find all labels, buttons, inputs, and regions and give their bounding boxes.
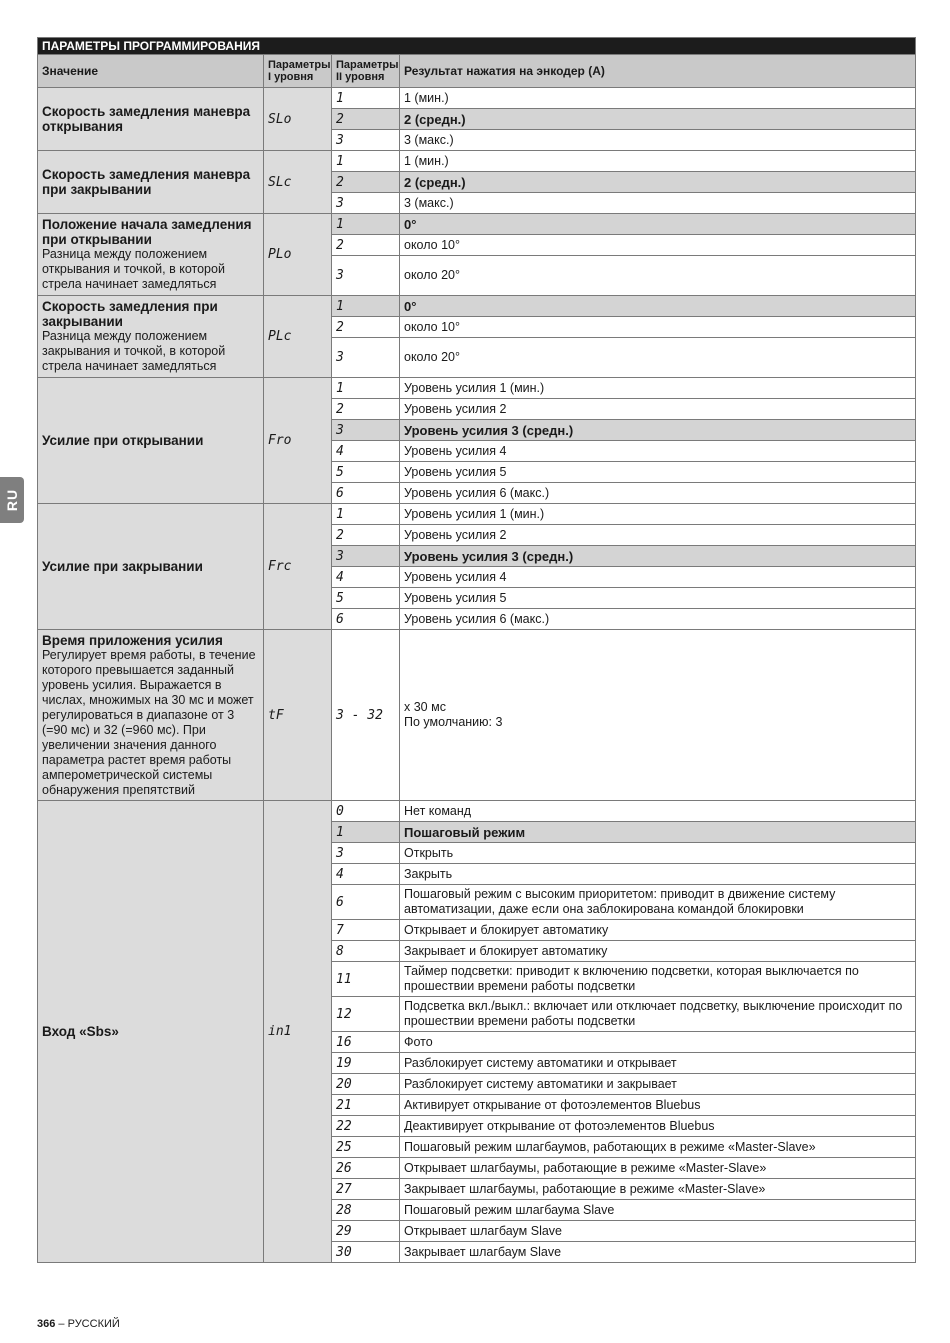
option-result: Открывает шлагбаум Slave bbox=[400, 1221, 916, 1242]
option-result: Подсветка вкл./выкл.: включает или отключает подсветку, выключение происходит по прошествии времени работы подсветки bbox=[400, 997, 916, 1032]
option-level2-code: 4 bbox=[332, 864, 400, 885]
param-name: Вход «Sbs» bbox=[42, 1024, 119, 1039]
option-result: Уровень усилия 2 bbox=[400, 399, 916, 420]
option-level2-code: 27 bbox=[332, 1179, 400, 1200]
param-name-cell bbox=[38, 378, 264, 504]
option-level2-code: 1 bbox=[332, 504, 400, 525]
option-result: Пошаговый режим bbox=[400, 822, 916, 843]
option-level2-code: 4 bbox=[332, 441, 400, 462]
option-result: 1 (мин.) bbox=[400, 88, 916, 109]
language-tab-label: RU bbox=[4, 488, 20, 512]
option-level2-code: 3 bbox=[332, 843, 400, 864]
option-level2-code: 1 bbox=[332, 822, 400, 843]
option-result: Открывает и блокирует автоматику bbox=[400, 920, 916, 941]
option-level2-code: 1 bbox=[332, 88, 400, 109]
option-level2-code: 25 bbox=[332, 1137, 400, 1158]
option-level2-code: 2 bbox=[332, 399, 400, 420]
table-row bbox=[38, 801, 916, 822]
option-level2-code: 19 bbox=[332, 1053, 400, 1074]
param-level1-code: SLo bbox=[264, 88, 332, 151]
option-level2-code: 3 bbox=[332, 546, 400, 567]
option-level2-code: 6 bbox=[332, 885, 400, 920]
option-level2-code: 11 bbox=[332, 962, 400, 997]
param-description: Разница между положением закрывания и точкой, в которой стрела начинает замедляться bbox=[42, 329, 226, 373]
table-row bbox=[38, 296, 916, 317]
option-result: x 30 мс По умолчанию: 3 bbox=[400, 630, 916, 801]
table-row bbox=[38, 378, 916, 399]
param-name: Скорость замедления маневра при закрывании bbox=[42, 167, 251, 197]
param-description: Регулирует время работы, в течение которого превышается заданный уровень усилия. Выражается в числах, множимых на 30 мс и может регулироваться в диапазоне от 3 (=90 мс) и 32 (=960 мс). При увеличении значения данного параметра растет время работы амперометрической системы обнаружения препятствий bbox=[42, 647, 256, 797]
param-level1-code: Frc bbox=[264, 504, 332, 630]
option-result: 2 (средн.) bbox=[400, 109, 916, 130]
option-result: Уровень усилия 1 (мин.) bbox=[400, 378, 916, 399]
option-result: 0° bbox=[400, 214, 916, 235]
option-result: 1 (мин.) bbox=[400, 151, 916, 172]
option-level2-code: 1 bbox=[332, 151, 400, 172]
table-row bbox=[38, 630, 916, 801]
param-level1-code: Fro bbox=[264, 378, 332, 504]
option-level2-code: 4 bbox=[332, 567, 400, 588]
option-result: Фото bbox=[400, 1032, 916, 1053]
option-level2-code: 22 bbox=[332, 1116, 400, 1137]
option-result: около 10° bbox=[400, 235, 916, 256]
footer-separator: – bbox=[55, 1318, 68, 1330]
header-result: Результат нажатия на энкодер (A) bbox=[400, 55, 916, 88]
option-level2-code: 1 bbox=[332, 378, 400, 399]
option-level2-code: 20 bbox=[332, 1074, 400, 1095]
param-name: Усилие при открывании bbox=[42, 433, 204, 448]
option-result: Уровень усилия 5 bbox=[400, 588, 916, 609]
param-level1-code: PLo bbox=[264, 214, 332, 296]
table-row bbox=[38, 504, 916, 525]
param-name: Усилие при закрывании bbox=[42, 559, 203, 574]
option-result: Таймер подсветки: приводит к включению подсветки, которая выключается по прошествии времени работы подсветки bbox=[400, 962, 916, 997]
header-level1: Параметры I уровня bbox=[264, 55, 332, 88]
option-result: Открывает шлагбаумы, работающие в режиме «Master-Slave» bbox=[400, 1158, 916, 1179]
header-level2: Параметры II уровня bbox=[332, 55, 400, 88]
option-level2-code: 8 bbox=[332, 941, 400, 962]
header-value: Значение bbox=[38, 55, 264, 88]
option-level2-code: 2 bbox=[332, 525, 400, 546]
option-level2-code: 3 bbox=[332, 256, 400, 296]
table-row bbox=[38, 151, 916, 172]
option-result: Уровень усилия 5 bbox=[400, 462, 916, 483]
option-result: Пошаговый режим шлагбаумов, работающих в режиме «Master-Slave» bbox=[400, 1137, 916, 1158]
table-body bbox=[38, 88, 916, 1263]
option-result: 2 (средн.) bbox=[400, 172, 916, 193]
option-result: Разблокирует систему автоматики и закрывает bbox=[400, 1074, 916, 1095]
option-level2-code: 6 bbox=[332, 483, 400, 504]
option-level2-code: 1 bbox=[332, 296, 400, 317]
language-tab bbox=[0, 477, 24, 523]
param-description: Разница между положением открывания и точкой, в которой стрела начинает замедляться bbox=[42, 247, 225, 291]
option-result: Разблокирует систему автоматики и открывает bbox=[400, 1053, 916, 1074]
param-name-cell bbox=[38, 88, 264, 151]
page-footer bbox=[37, 1318, 120, 1330]
option-result: Нет команд bbox=[400, 801, 916, 822]
option-result: около 20° bbox=[400, 338, 916, 378]
option-level2-code: 28 bbox=[332, 1200, 400, 1221]
option-level2-code: 2 bbox=[332, 109, 400, 130]
option-level2-code: 0 bbox=[332, 801, 400, 822]
table-header-row bbox=[38, 55, 916, 88]
option-level2-code: 2 bbox=[332, 235, 400, 256]
param-name: Время приложения усилия bbox=[42, 632, 223, 648]
param-name: Скорость замедления при закрывании bbox=[42, 299, 218, 329]
option-result: 0° bbox=[400, 296, 916, 317]
param-level1-code: PLc bbox=[264, 296, 332, 378]
option-level2-code: 7 bbox=[332, 920, 400, 941]
option-result: Уровень усилия 3 (средн.) bbox=[400, 546, 916, 567]
option-result: Закрывает шлагбаумы, работающие в режиме «Master-Slave» bbox=[400, 1179, 916, 1200]
option-result: Пошаговый режим с высоким приоритетом: приводит в движение систему автоматизации, даже если она заблокирована командой блокировки bbox=[400, 885, 916, 920]
param-level1-code: tF bbox=[264, 630, 332, 801]
option-result: 3 (макс.) bbox=[400, 130, 916, 151]
option-result: около 10° bbox=[400, 317, 916, 338]
option-level2-code: 3 - 32 bbox=[332, 630, 400, 801]
param-name-cell bbox=[38, 801, 264, 1263]
option-result: Закрывает шлагбаум Slave bbox=[400, 1242, 916, 1263]
param-level1-code: SLc bbox=[264, 151, 332, 214]
option-result: Деактивирует открывание от фотоэлементов Bluebus bbox=[400, 1116, 916, 1137]
option-result: 3 (макс.) bbox=[400, 193, 916, 214]
option-level2-code: 12 bbox=[332, 997, 400, 1032]
option-result: Уровень усилия 4 bbox=[400, 567, 916, 588]
param-name-cell bbox=[38, 630, 264, 801]
option-result: Уровень усилия 4 bbox=[400, 441, 916, 462]
option-level2-code: 5 bbox=[332, 588, 400, 609]
param-name-cell bbox=[38, 151, 264, 214]
page-number: 366 bbox=[37, 1318, 56, 1330]
option-result: Уровень усилия 6 (макс.) bbox=[400, 609, 916, 630]
option-level2-code: 21 bbox=[332, 1095, 400, 1116]
table-row bbox=[38, 88, 916, 109]
option-level2-code: 1 bbox=[332, 214, 400, 235]
param-name: Положение начала замедления при открывании bbox=[42, 217, 252, 247]
option-level2-code: 2 bbox=[332, 317, 400, 338]
option-level2-code: 26 bbox=[332, 1158, 400, 1179]
option-level2-code: 16 bbox=[332, 1032, 400, 1053]
option-result: Пошаговый режим шлагбаума Slave bbox=[400, 1200, 916, 1221]
table-title-row bbox=[38, 38, 916, 55]
table-title: ПАРАМЕТРЫ ПРОГРАММИРОВАНИЯ bbox=[38, 38, 916, 55]
option-level2-code: 3 bbox=[332, 338, 400, 378]
param-level1-code: in1 bbox=[264, 801, 332, 1263]
option-level2-code: 2 bbox=[332, 172, 400, 193]
option-result: Закрыть bbox=[400, 864, 916, 885]
table-row bbox=[38, 214, 916, 235]
option-level2-code: 29 bbox=[332, 1221, 400, 1242]
option-level2-code: 6 bbox=[332, 609, 400, 630]
param-name: Скорость замедления маневра открывания bbox=[42, 104, 251, 134]
option-result: Закрывает и блокирует автоматику bbox=[400, 941, 916, 962]
param-name-cell bbox=[38, 504, 264, 630]
option-level2-code: 3 bbox=[332, 420, 400, 441]
option-result: Открыть bbox=[400, 843, 916, 864]
param-name-cell bbox=[38, 296, 264, 378]
option-level2-code: 30 bbox=[332, 1242, 400, 1263]
programming-parameters-table bbox=[37, 37, 916, 1263]
option-result: Уровень усилия 1 (мин.) bbox=[400, 504, 916, 525]
option-level2-code: 3 bbox=[332, 193, 400, 214]
param-name-cell bbox=[38, 214, 264, 296]
option-result: Уровень усилия 2 bbox=[400, 525, 916, 546]
option-result: около 20° bbox=[400, 256, 916, 296]
option-result: Активирует открывание от фотоэлементов Bluebus bbox=[400, 1095, 916, 1116]
option-result: Уровень усилия 6 (макс.) bbox=[400, 483, 916, 504]
footer-language: РУССКИЙ bbox=[67, 1318, 120, 1330]
option-result: Уровень усилия 3 (средн.) bbox=[400, 420, 916, 441]
option-level2-code: 3 bbox=[332, 130, 400, 151]
option-level2-code: 5 bbox=[332, 462, 400, 483]
